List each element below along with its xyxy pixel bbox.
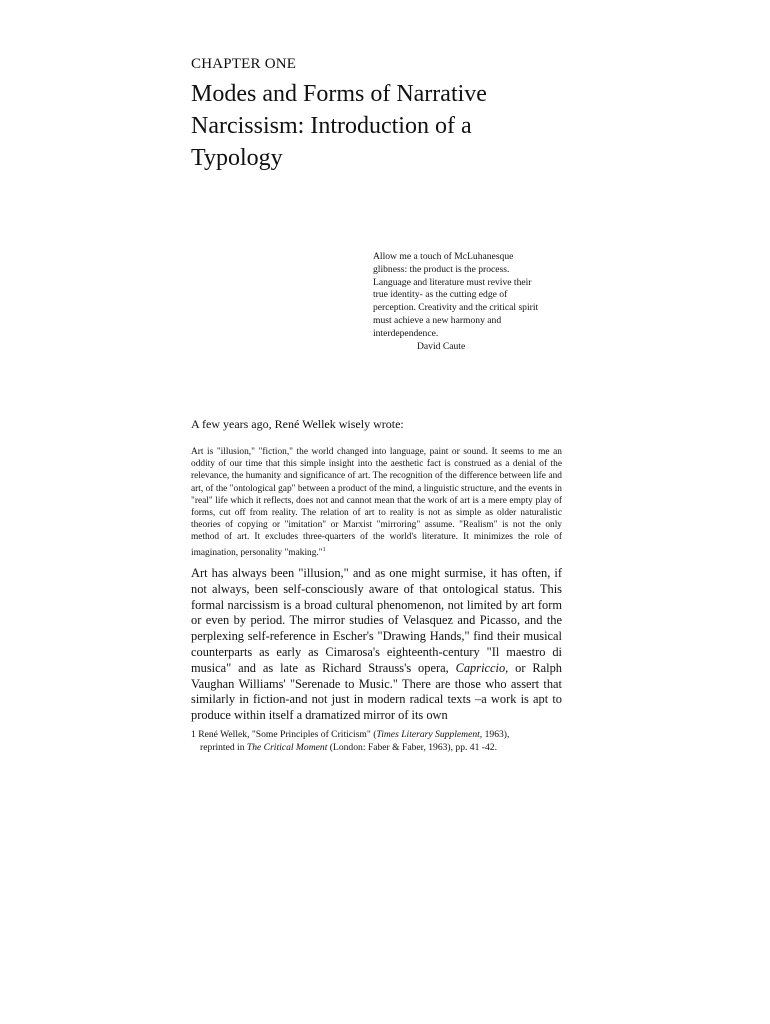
body-text-part-2: or Ralph Vaughan Williams' "Serenade to Music." There are those who assert that similarly in fiction-and not just in modern radical texts –a work is apt to produce within itself a dramatized mirror of its own [191,660,562,723]
footnote-text-4: (London: Faber & Faber, 1963), pp. 41 -42. [327,742,497,753]
intro-line: A few years ago, René Wellek wisely wrote: [191,417,404,431]
body-paragraph [191,566,562,724]
epigraph-author: David Caute [417,340,466,352]
footnote-text-2: 1963), [482,729,510,740]
footnote [191,728,562,754]
footnote-number: 1 [191,729,196,740]
footnote-italic-2: The Critical Moment [246,742,328,753]
footnote-text-3: reprinted in [200,742,247,753]
epigraph-text: Allow me a touch of McLuhanesque glibness: the product is the process. Language and literature must revive their true identity- as the cutting edge of perception. Creativity and the critical spirit must achieve a new harmony and interdependence. [373,251,539,339]
epigraph [373,251,545,353]
body-italic-title: Capriccio, [455,660,509,675]
block-quote [191,446,562,559]
chapter-label: CHAPTER ONE [191,56,297,72]
chapter-title: Modes and Forms of Narrative Narcissism: Introduction of a Typology [191,81,487,171]
footnote-italic-1: Times Literary Supplement, [376,729,483,740]
footnote-text-1: René Wellek, "Some Principles of Criticism" ( [195,729,377,740]
body-text-part-1: Art has always been "illusion," and as one might surmise, it has often, if not always, been self-consciously aware of that ontological status. This formal narcissism is a broad cultural phenomenon, not limited by art form or even by period. The mirror studies of Velasquez and Picasso, and the perplexing self-reference in Escher's "Drawing Hands," find their musical counterparts as early as Cimarosa's eighteenth-century "Il maestro di musica" and as late as Richard Strauss's opera, [191,566,562,675]
footnote-reference: 1 [322,546,326,553]
block-quote-text: Art is "illusion," "fiction," the world changed into language, paint or sound. It seems to me an oddity of our time that this simple insight into the aesthetic fact is construed as a denial of the relevance, the humanity and significance of art. The recognition of the difference between life and art, of the "ontological gap" between a product of the mind, a linguistic structure, and the events in "real" life which it reflects, does not and cannot mean that the work of art is a mere empty play of forms, cut off from reality. The relation of art to reality is not as simple as older naturalistic theories of copying or "imitation" or Marxist "mirroring" assume. "Realism" is not the only method of art. It excludes three-quarters of the world's literature. It minimizes the role of imagination, personality "making." [191,447,562,558]
